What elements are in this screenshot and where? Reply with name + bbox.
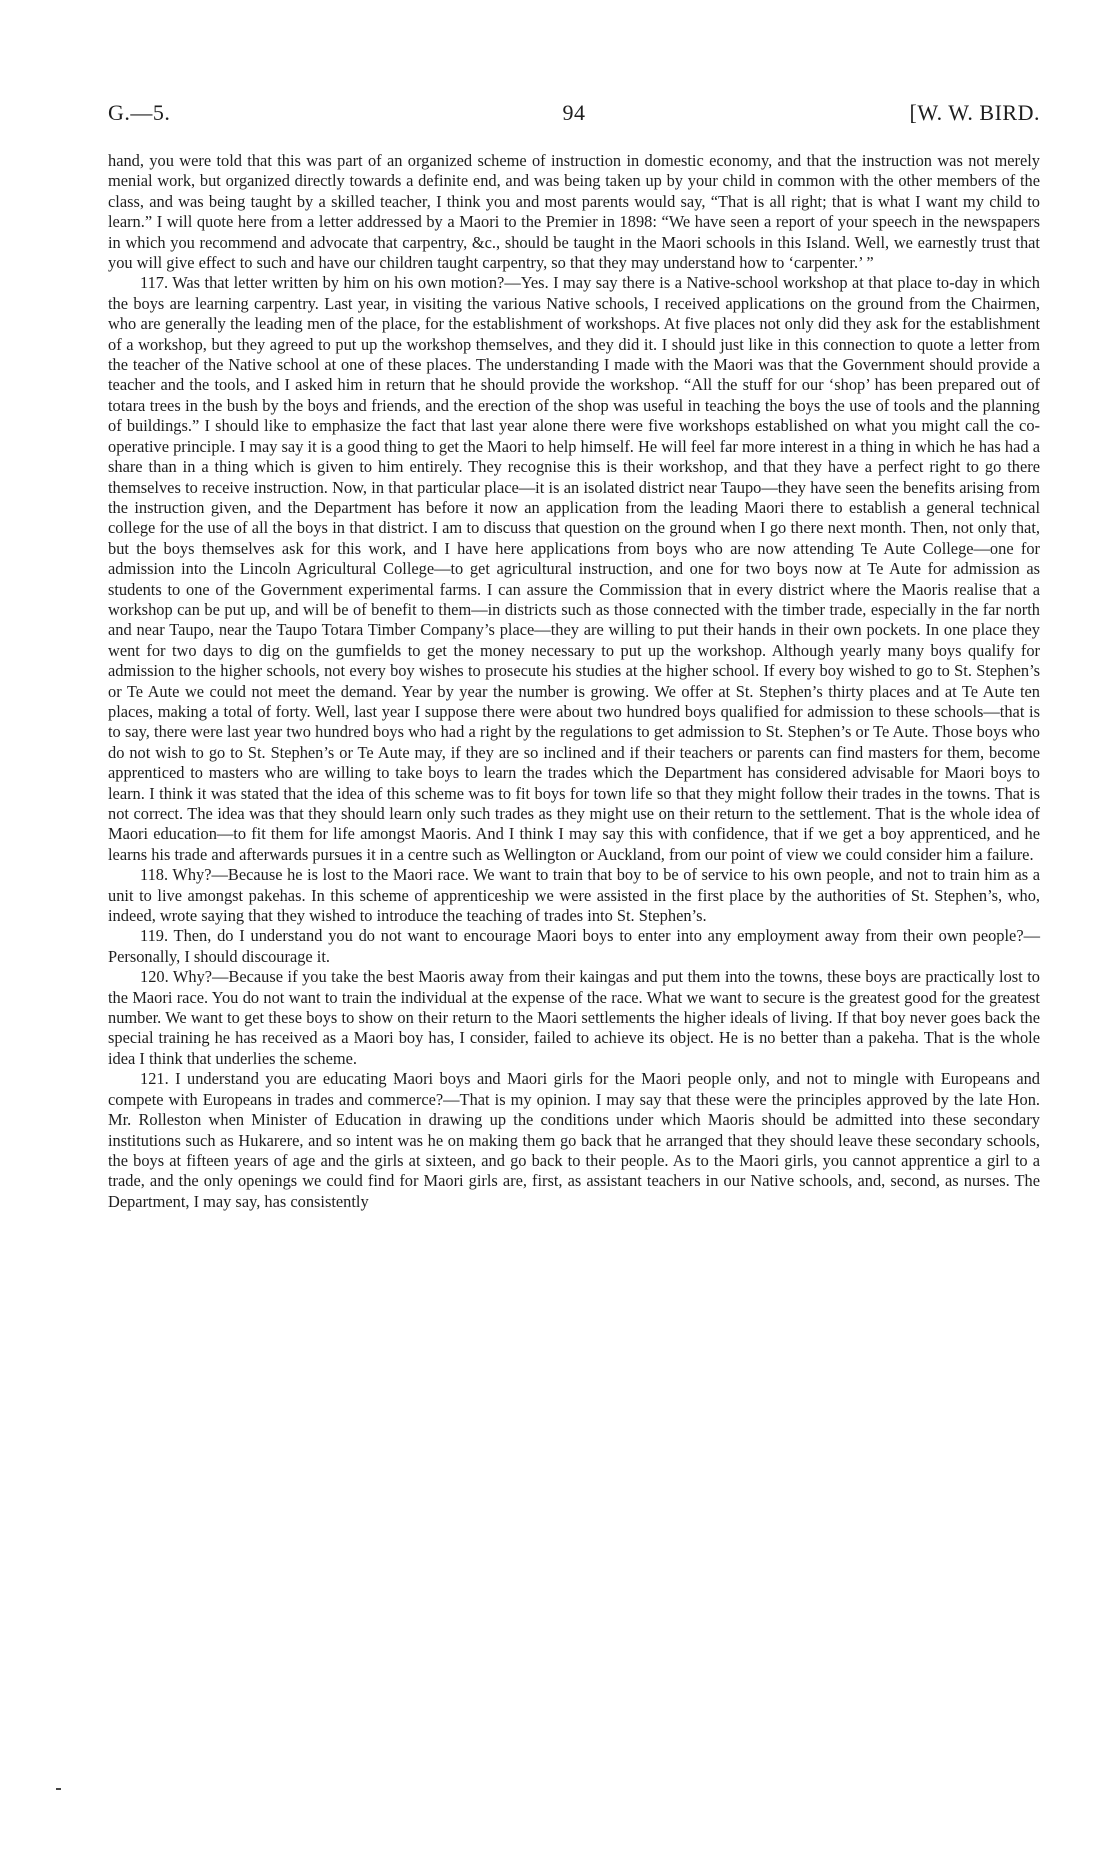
report-reference: G.—5. [108,100,171,125]
witness-name: [W. W. BIRD. [909,100,1040,125]
body-text [108,151,1040,1212]
margin-mark [56,1788,61,1790]
question-121: 121. I understand you are educating Maori boys and Maori girls for the Maori people only, and not to mingle with Europeans and compete with Europeans in trades and commerce?—That is my opinion. I may say that these were the principles approved by the late Hon. Mr. Rolleston when Minister of Education in drawing up the conditions under which Maoris should be admitted into these secondary institutions such as Hukarere, and so intent was he on making them go back that he arranged that they should leave these secondary schools, the boys at fifteen years of age and the girls at sixteen, and go back to their people. As to the Maori girls, you cannot apprentice a girl to a trade, and the only openings we could find for Maori girls are, first, as assistant teachers in our Native schools, and, second, as nurses. The Department, I may say, has consistently [108,1069,1040,1211]
question-118: 118. Why?—Because he is lost to the Maori race. We want to train that boy to be of service to his own people, and not to train him as a unit to live amongst pakehas. In this scheme of apprenticeship we were assisted in the first place by the authorities of St. Stephen’s, who, indeed, wrote saying that they wished to introduce the teaching of trades into St. Stephen’s. [108,865,1040,926]
question-119: 119. Then, do I understand you do not want to encourage Maori boys to enter into any employment away from their own people?—Personally, I should discourage it. [108,926,1040,966]
paragraph-continuation: hand, you were told that this was part of an organized scheme of instruction in domestic economy, and that the instruction was not merely menial work, but organized directly towards a definite end, and was being taken up by your child in common with the other members of the class, and was being taught by a skilled teacher, I think you and most parents would say, “That is all right; that is what I want my child to learn.” I will quote here from a letter addressed by a Maori to the Premier in 1898: “We have seen a report of your speech in the newspapers in which you recommend and advocate that carpentry, &c., should be taught in the Maori schools in this Island. Well, we earnestly trust that you will give effect to such and have our children taught carpentry, so that they may understand how to ‘carpenter.’ ” [108,151,1040,273]
question-120: 120. Why?—Because if you take the best Maoris away from their kaingas and put them into the towns, these boys are practically lost to the Maori race. You do not want to train the individual at the expense of the race. What we want to secure is the greatest good for the greatest number. We want to get these boys to show on their return to the Maori settlements the higher ideals of living. If that boy never goes back the special training he has received as a Maori boy has, I consider, failed to achieve its object. He is no better than a pakeha. That is the whole idea I think that underlies the scheme. [108,967,1040,1068]
page-header [108,100,1040,134]
page-number: 94 [562,100,586,125]
question-117: 117. Was that letter written by him on his own motion?—Yes. I may say there is a Native-school workshop at that place to-day in which the boys are learning carpentry. Last year, in visiting the various Native schools, I received applications on the ground from the Chairmen, who are generally the leading men of the place, for the establishment of workshops. At five places not only did they ask for the establishment of a workshop, but they agreed to put up the workshop themselves, and they did it. I should just like in this connection to quote a letter from the teacher of the Native school at one of these places. The understanding I made with the Maori was that the Government should provide a teacher and the tools, and I asked him in return that he should provide the workshop. “All the stuff for our ‘shop’ has been prepared out of totara trees in the bush by the boys and friends, and the erection of the shop was useful in teaching the boys the use of tools and the planning of buildings.” I should like to emphasize the fact that last year alone there were five workshops established on what you might call the co-operative principle. I may say it is a good thing to get the Maori to help himself. He will feel far more interest in a thing in which he has had a share than in a thing which is given to him entirely. They recognise this is their workshop, and that they have a perfect right to go there themselves to receive instruction. Now, in that particular place—it is an isolated district near Taupo—they have seen the benefits arising from the instruction given, and the Department has before it now an application from the leading Maori there to establish a general technical college for the use of all the boys in that district. I am to discuss that question on the ground when I go there next month. Then, not only that, but the boys themselves ask for this work, and I have here applications from boys who are now attending Te Aute College—one for admission into the Lincoln Agricultural College—to get agricultural instruction, and one for two boys now at Te Aute for admission as students to one of the Government experimental farms. I can assure the Commission that in every district where the Maoris realise that a workshop can be put up, and will be of benefit to them—in districts such as those connected with the timber trade, especially in the far north and near Taupo, near the Taupo Totara Timber Company’s place—they are willing to put their hands in their own pockets. In one place they went for two days to dig on the gumfields to get the money necessary to put up the workshop. Although yearly many boys qualify for admission to the higher schools, not every boy wishes to prosecute his studies at the higher school. If every boy wished to go to St. Stephen’s or Te Aute we could not meet the demand. Year by year the number is growing. We offer at St. Stephen’s thirty places and at Te Aute ten places, making a total of forty. Well, last year I suppose there were about two hundred boys qualified for admission to these schools—that is to say, there were last year two hundred boys who had a right by the regulations to get admission to St. Stephen’s or Te Aute. Those boys who do not wish to go to St. Stephen’s or Te Aute may, if they are so inclined and if their teachers or parents can find masters for them, become apprenticed to masters who are willing to take boys to learn the trades which the Department has considered advisable for Maori boys to learn. I think it was stated that the idea of this scheme was to fit boys for town life so that they might follow their trades in the towns. That is not correct. The idea was that they should learn only such trades as they might use on their return to the settlement. That is the whole idea of Maori education—to fit them for life amongst Maoris. And I think I may say this with confidence, that if we get a boy apprenticed, and he learns his trade and afterwards pursues it in a centre such as Wellington or Auckland, from our point of view we could consider him a failure. [108,273,1040,864]
